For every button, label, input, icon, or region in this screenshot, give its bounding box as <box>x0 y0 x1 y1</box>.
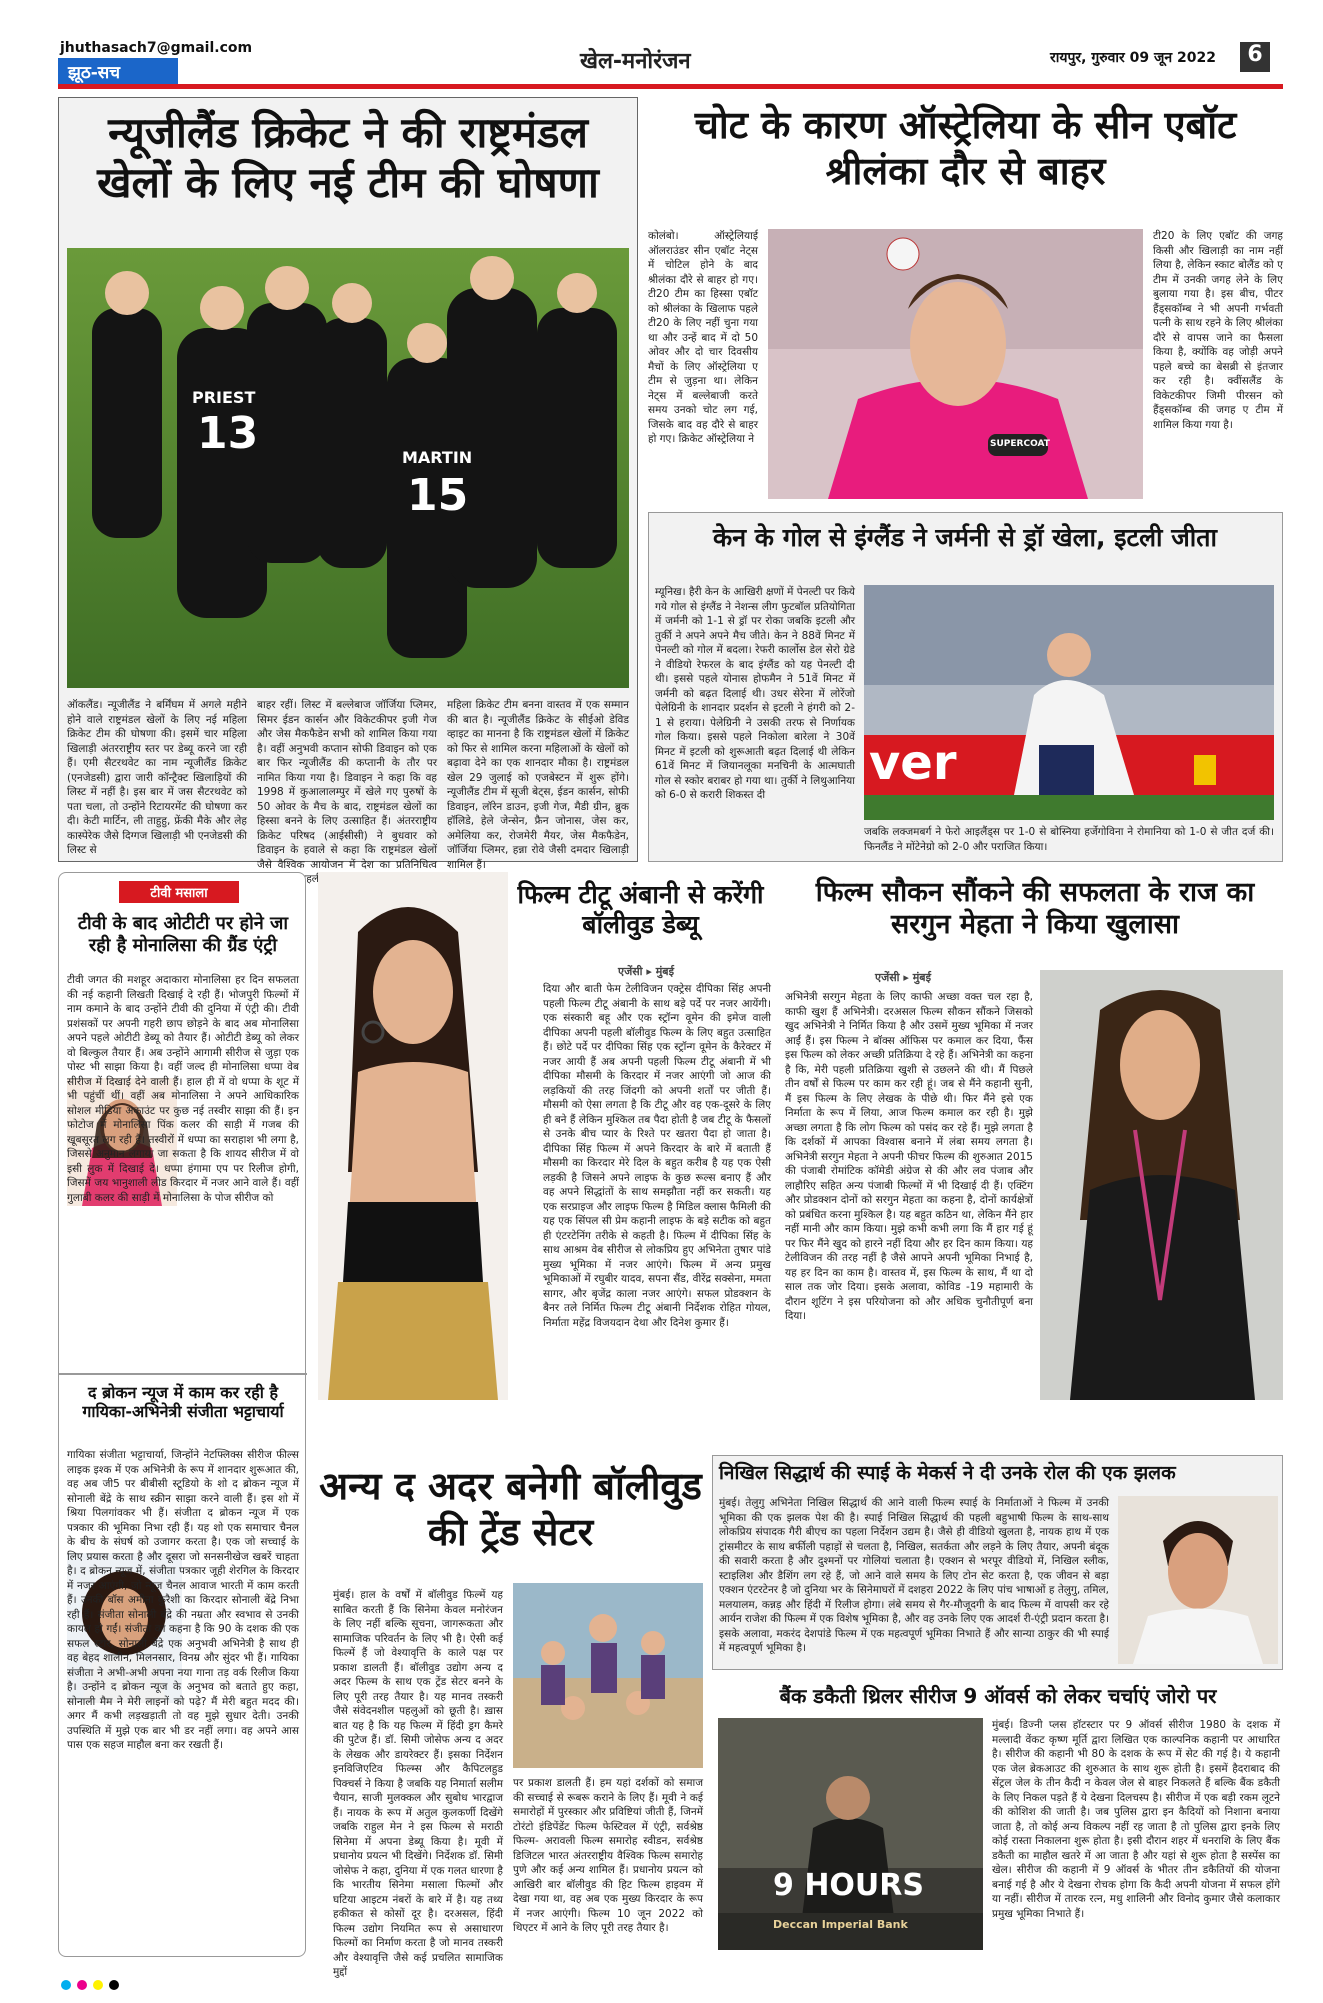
headline-abbott: चोट के कारण ऑस्ट्रेलिया के सीन एबॉट श्रीलंका दौर से बाहर <box>694 102 1237 193</box>
jersey-martin: MARTIN <box>402 448 473 467</box>
headline-sanjeeta: द ब्रोकन न्यूज में काम कर रही है गायिका-अभिनेत्री संजीता भट्टाचार्या <box>82 1383 284 1422</box>
kane-col-1: म्यूनिख। हैरी केन के आखिरी क्षणों में पेनल्टी पर किये गये गोल से इंग्लैंड ने नेशन्स लीग फुटबॉल प्रतियोगिता में जर्मनी को 1-1 से ड्रॉ पर रोका जबकि इटली और तुर्की ने अपने अपने मैच जीते। केन ने 88वें मिनट में पेनल्टी को गोल में बदला। रेफरी कार्लोस डेल सेरो ग्रेडे ने वीडियो रेफरल के बाद इंग्लैंड को यह पेनल्टी दी थी। इससे पहले योनास होफमैन ने 51वें मिनट में जर्मनी को बढ़त दिलाई थी। उधर सेरेना में लोरेंजो पेलेग्रिनी के शानदार प्रदर्शन से इटली ने हंगरी को 2-1 से हराया। पेलेग्रिनी ने उसकी तरफ से निर्णायक गोल किया। इससे पहले निकोला बारेला ने 30वें मिनट में इटली को शुरूआती बढ़त दिलाई थी लेकिन 61वें मिनट में जियानलूका मनचिनी के आत्मघाती गोल से स्कोर बराबर हो गया था। तुर्की ने लिथुआनिया को 6-0 से करारी शिकस्त दी <box>655 586 855 801</box>
story-abbott <box>648 97 1283 507</box>
jersey-15: 15 <box>407 470 469 521</box>
headline-monalisa: टीवी के बाद ओटीटी पर होने जा रही है मोनालिसा की ग्रैंड एंट्री <box>77 913 289 956</box>
abbott-col-2: टी20 के लिए एबॉट की जगह किसी और खिलाड़ी का नाम नहीं लिया है, लेकिन स्काट बोलैंड को ए टीम में उनकी जगह लेने के लिए बुलाया गया है। इस बीच, पीटर हैंड्सकॉम्ब ने भी अपनी गर्भवती पत्नी के साथ रहने के लिए श्रीलंका दौरे से वापस जाने का फैसला किया है, क्योंकि वह जोड़ी अपने पहले बच्चे का बेसब्री से इंतजार कर रही है। क्वींसलैंड के विकेटकीपर जिमी पीरसन को हैंड्सकॉम्ब की जगह ए टीम में शामिल किया गया है। <box>1153 230 1283 431</box>
trend-col-2: पर प्रकाश डालती हैं। हम यहां दर्शकों को समाज की सच्चाई से रूबरू कराने के लिए हैं। मूवी ने कई समारोहों में पुरस्कार और प्रविष्टियां जीती हैं, जिनमें टोरंटो इंडिपेंडेंट फिल्म फेस्टिवल में एंट्री, सर्वश्रेष्ठ फिल्म- अरावली फिल्म समारोह स्वीडन, सर्वश्रेष्ठ डिजिटल भारत अंतरराष्ट्रीय वैश्विक फिल्म समारोह पुणे और कई अन्य शामिल हैं। प्रधानोय प्रयत्न को आखिरी बार बॉलीवुड की हिट फिल्म हाइवम में देखा गया था, वह अब एक मुख्य किरदार के रूप में नजर आएंगी। फिल्म 10 जून 2022 को थिएटर में आने के लिए पूरी तरह तैयार है। <box>513 1777 703 1934</box>
page-number: 6 <box>1240 42 1270 72</box>
story-trend <box>318 1408 703 1978</box>
headline-9hours: बैंक डकैती थ्रिलर सीरीज 9 ऑवर्स को लेकर चर्चाएं जोरो पर <box>779 1684 1217 1708</box>
header-rule <box>58 84 1283 89</box>
section-title: खेल-मनोरंजन <box>580 49 691 74</box>
sargun-photo <box>1040 970 1283 1400</box>
headline-nikhil: निखिल सिद्धार्थ की स्पाई के मेकर्स ने दी उनके रोल की एक झलक <box>719 1462 1176 1484</box>
cyan-dot <box>61 1980 71 1990</box>
monalisa-body: टीवी जगत की मशहूर अदाकारा मोनालिसा हर दिन सफलता की नई कहानी लिखती दिखाई दे रही हैं। भोजपुरी फिल्मों में नाम कमाने के बाद उन्होंने टीवी की दुनिया में एंट्री की। टीवी प्रशंसकों पर अपनी गहरी छाप छोड़ने के बाद अब मोनालिसा अपने पहले ओटीटी डेब्यू को तैयार हैं। ओटीटी डेब्यू को लेकर वो बिल्कुल तैयार हैं। अब उन्होंने आगामी सीरीज से जुड़ा एक पोस्ट भी साझा किया है। वहीं जल्द ही मोनालिसा धप्पा वेब सीरीज में दिखाई देने वाली हैं। हाल ही में वो धप्पा के शूट में भी पहुंचीं थीं। वहीं अब मोनालिसा ने अपने आधिकारिक सोशल मीडिया अकाउंट पर कुछ नई तस्वीर साझा की हैं। इन फोटोज में मोनालिसा पिंक कलर की साड़ी में गजब की खूबसूरत लग रही हैं। तस्वीरों में धप्पा का सराहाश भी लगा है, जिससे अनुमान लगाया जा सकता है कि शायद सीरीज में वो इसी लुक में दिखाई दे। धप्पा हंगामा एप पर रिलीज होगी, जिसमें जय भानुशाली लीड किरदार में नजर आने वाले हैं। वहीं गुलाबी कलर की साड़ी में मोनालिसा के पोज सीरीज को <box>67 974 299 1204</box>
tv-divider <box>59 1373 307 1375</box>
sargun-body: अभिनेत्री सरगुन मेहता के लिए काफी अच्छा वक्त चल रहा है, काफी खुश हैं अभिनेत्री। दरअसल फिल्म सौकन सौंकने जिसको खुद अभिनेत्री ने निर्मित किया है और उसमें मुख्य भूमिका में नजर आईं हैं। इस फिल्म ने बॉक्स ऑफिस पर कमाल कर दिया, फैंस इस फिल्म को लेकर अच्छी प्रतिक्रिया दे रहे हैं। अभिनेत्री का कहना है कि, मेरी पहली प्रतिक्रिया खुशी से उछलने की थी। मैं पिछले तीन वर्षों से फिल्म पर काम कर रही हूं। जब से मैंने कहानी सुनी, मैं इस फिल्म के लिए लेखक के पीछे थी। फिर मैंने इसे एक निर्माता के रूप में लिया, आज फिल्म कमाल कर रही है। मुझे अच्छा लगता है कि लोग फिल्म को पसंद कर रहे हैं। मुझे लगता है कि दर्शकों में आपका विश्वास बनाने में लंबा समय लगता है। अभिनेत्री सरगुन मेहता ने अपनी फीचर फिल्म की शुरुआत 2015 की पंजाबी रोमांटिक कॉमेडी अंग्रेज से की और लव पंजाब और लाहौरिए सहित अन्य पंजाबी फिल्मों में भी दिखाई दी हैं। एक्टिंग और प्रोडक्शन दोनों को सरगुन मेहता का कहना है, दोनों कार्यक्षेत्रों को प्रबंधित करना मुश्किल है। यह बहुत कठिन था, लेकिन मैंने हार नहीं मानी और काम किया। मुझे कभी कभी लगा कि मैं हार गई हूं पर फिर मैंने खुद को हारने नहीं दिया और हर दिन काम किया। यह टेलीविजन की तरह नहीं है जैसे आपने अपनी भूमिका निभाई है, यह हर दिन का काम है। वास्तव में, इस फिल्म के साथ, मैं था दो साल तक जोर दिया। इसके अलावा, कोविड -19 महामारी के दौरान शूटिंग ने इस परियोजना को और अधिक चुनौतीपूर्ण बना दिया। <box>785 991 1033 1322</box>
deepika-photo <box>318 872 508 1400</box>
trend-photo <box>513 1583 703 1768</box>
abbott-col-1: कोलंबो। ऑस्ट्रेलियाई ऑलराउंडर सीन एबॉट नेट्स में चोटिल होने के बाद श्रीलंका दौरे से बाहर हो गए। टी20 टीम का हिस्सा एबॉट को श्रीलंका के खिलाफ पहले टी20 के लिए नहीं चुना गया था और उन्हें बाद में दो 50 ओवर और दो चार दिवसीय मैचों के लिए ऑस्ट्रेलिया ए टीम से जुड़ना था। लेकिन नेट्स में बल्लेबाजी करते समय उनको चोट लग गई, जिसके बाद वह दौरे से बाहर हो गए। क्रिकेट ऑस्ट्रेलिया ने <box>648 230 758 445</box>
story-deepika <box>318 872 773 1402</box>
abbott-photo-svg <box>768 229 1143 499</box>
headline-trend: अन्य द अदर बनेगी बॉलीवुड की ट्रेंड सेटर <box>319 1463 702 1554</box>
tv-masala-tag: टीवी मसाला <box>119 881 239 903</box>
jersey-priest: PRIEST <box>192 388 256 407</box>
deepika-body: दिया और बाती फेम टेलीविजन एक्ट्रेस दीपिका सिंह अपनी पहली फिल्म टीटू अंबानी के साथ बड़े पर्दे पर नजर आयेंगी। एक संस्कारी बहू और एक स्ट्रॉन्ग वूमेन की इमेज वाली दीपिका अपनी पहली बॉलीवुड फिल्म के लिए बहुत उत्साहित हैं। छोटे पर्दे पर दीपिका सिंह एक स्ट्रॉन्ग वूमेन के कैरेक्टर में नजर आयी हैं अब अपनी पहली फिल्म टीटू अंबानी में भी दीपिका मौसमी के किरदार में नजर आएंगी जो आज की लड़कियों की तरह जिंदगी को अपनी शर्तों पर जीती हैं। मौसमी को ऐसा लगता है कि टीटू और वह एक-दूसरे के लिए ही बने हैं लेकिन मुश्किल तब पैदा होती है जब टीटू के फैसलों से उनके बीच प्यार के रिश्ते पर खतरा पैदा हो जाता है। दीपिका सिंह फिल्म में अपने किरदार के बारे में बताती हैं मौसमी का किरदार मेरे दिल के बहुत करीब है यह एक ऐसी लड़की है जिसने अपने लाइफ के कुछ रूल्स बनाए हैं और वह अपने सिद्धांतों के साथ समझौता नहीं कर सकती। यह एक सरप्राइज और लाइफ फिल्म है मिडिल क्लास फैमिली की यह एक सिंपल सी प्रेम कहानी लाइफ के बड़े सटीक को बहुत ही एंटरटेनिंग तरीके से कहती है। फिल्म में दीपिका सिंह के साथ आश्रम वेब सीरीज से लोकप्रिय हुए अभिनेता तुषार पांडे मुख्य भूमिका में नजर आएंगे। फिल्म में अन्य प्रमुख भूमिकाओं में रघुबीर यादव, सपना सैंड, वीरेंद्र सक्सेना, ममता सागर, और बृजेंद्र काला नजर आएंगे। सफल प्रोडक्शन के बैनर तले निर्मित फिल्म टीटू अंबानी निर्देशक रोहित गोयल, निर्माता महेंद्र विजयदान देथा और दिनेश कुमार हैं। <box>543 983 771 1329</box>
9hours-poster-svg <box>718 1718 983 1950</box>
nz-col-3: महिला क्रिकेट टीम बनना वास्तव में एक सम्मान की बात है। न्यूजीलैंड क्रिकेट के सीईओ डेविड व्हाइट का मानना है कि राष्ट्रमंडल खेलों में क्रिकेट को फिर से शामिल करना महिलाओं के खेलों को बढ़ावा देने का एक शानदार मौका है। राष्ट्रमंडल खेल 29 जुलाई को एजबेस्टन में शुरू होंगे। न्यूजीलैंड टीम में सूजी बेट्स, ईडन कार्सन, सोफी डिवाइन, लॉरेन डाउन, इजी गेज, मैडी ग्रीन, ब्रुक हॉलिडे, हेले जेन्सेन, फ्रैन जोनास, जेस कर, अमेलिया कर, रोजमेरी मैयर, जेस मैकफैडेन, जॉर्जिया प्लिमर, हन्ना रोवे जैसी दमदार खिलाड़ी शामिल हैं। <box>447 699 629 871</box>
magenta-dot <box>77 1980 87 1990</box>
nz-col-1: ऑकलैंड। न्यूजीलैंड ने बर्मिंघम में अगले महीने होने वाले राष्ट्रमंडल खेलों के लिए नई महिला क्रिकेट टीम की घोषणा की। इसमें चार महिला खिलाड़ी अंतरराष्ट्रीय स्तर पर डेब्यू करने जा रही हैं। एमी सैटरथवेट का नाम न्यूजीलैंड क्रिकेट (एनजेडसी) द्वारा जारी कॉन्ट्रैक्ट खिलाड़ियों की लिस्ट में नहीं है। इस बार में जस सैटरथवेट को पता चला, तो उन्होंने रिटायरमेंट की घोषणा कर दी। केटी मार्टिन, ली ताहुहु, फ्रेंकी मैके और लेह कास्पेरेक जैसे दिग्गज खिलाड़ी भी एनजेडसी की लिस्ट से <box>67 699 247 856</box>
nz-photo-svg <box>67 248 629 688</box>
footer-registration-marks <box>58 1975 1283 1989</box>
headline-deepika: फिल्म टीटू अंबानी से करेंगी बॉलीवुड डेब्यू <box>517 880 764 939</box>
9hours-title: 9 HOURS <box>773 1868 924 1903</box>
nz-team-photo <box>67 248 629 688</box>
story-sargun <box>785 872 1283 1402</box>
kane-photo <box>864 585 1274 820</box>
story-nz-cricket <box>58 97 638 885</box>
nikhil-body: मुंबई। तेलुगु अभिनेता निखिल सिद्धार्थ की आने वाली फिल्म स्पाई के निर्माताओं ने फिल्म में उनकी भूमिका की एक झलक पेश की है। स्पाई निखिल सिद्धार्थ की पहली बहुभाषी फिल्म के साथ-साथ लोकप्रिय संपादक गैरी बीएच का पहला निर्देशन उद्यम है। जैसे ही वीडियो खुलता है, नायक हाथ में एक ट्रांसमीटर के साथ बर्फीली पहाड़ों से चलता है, निखिल, सतर्कता और लड़ने के लिए तैयार, अपनी बंदूक की सवारी करता है और दुश्मनों पर गोलियां चलाता है। एक्शन से भरपूर वीडियो में, निखिल स्लीक, स्टाइलिश और डैशिंग लग रहे हैं, जो आने वाले समय के लिए टोन सेट करता है, एक जीवन से बड़ा एक्शन एंटरटेनर है जो दुनिया भर के सिनेमाघरों में दशहरा 2022 के लिए पांच भाषाओं ह तेलुगु, तमिल, मलयालम, कन्नड़ और हिंदी में रिलीज होगा। लंबे समय से गैर-मौजूदगी के बाद फिल्म में वापसी कर रहे आर्यन राजेश की फिल्म में एक विशेष भूमिका है, और वह उनके लिए एक आदर्श री-एंट्री प्रदान करता है। इसके अलावा, मकरंद देशपांडे फिल्म में एक महत्वपूर्ण भूमिका निभाते हैं और सान्या ठाकुर की भी स्पाई में महत्वपूर्ण भूमिका है। <box>719 1497 1109 1654</box>
masthead: झूठ-सच <box>58 58 178 86</box>
story-9hours <box>712 1680 1283 1958</box>
black-dot <box>109 1980 119 1990</box>
9hours-poster <box>718 1718 983 1950</box>
jersey-13: 13 <box>197 408 259 459</box>
tv-masala-box <box>58 872 306 1957</box>
sanjeeta-body: गायिका संजीता भट्टाचार्या, जिन्होंने नेटफ्लिक्स सीरीज फील्स लाइक इश्क में एक अभिनेत्री के रूप में शानदार शुरूआत की, वह अब जी5 पर बीबीसी स्टूडियो के शो द ब्रोकन न्यूज में सोनाली बेंद्रे के साथ स्क्रीन साझा करने वाली हैं। इस शो में श्रिया पिलगांवकर भी हैं। संजीता द ब्रोकन न्यूज में एक पत्रकार की भूमिका निभा रही हैं। यह शो एक समाचार चैनल के बीच के संघर्ष को उजागर करता है। एक जो सच्चाई के लिए प्रयास करता है और दूसरा जो सनसनीखेज खबरें चाहता है। द ब्रोकन न्यूज में, संजीता पत्रकार जूही शेरगिल के किरदार में नजर आएंगी, जो न्यूज़ चैनल आवाज भारती में काम करती हैं। उनकी बॉस अमीना कुरैशी का किरदार सोनाली बेंद्रे निभा रही हैं। संजीता सोनाली बेंद्रे की नम्रता और स्वभाव से उनकी कायल हो गईं। संजीता का कहना है कि 90 के दशक की एक सफल स्टार, सोनाली बेंद्रे एक अनुभवी अभिनेत्री है साथ ही वह बेहद शालीन, मिलनसार, विनम्र और सुंदर भी हैं। गायिका संजीता ने अभी-अभी अपना नया गाना तड़ वर्क रिलीज किया है। उन्होंने द ब्रोकन न्यूज के अनुभव को बताते हुए कहा, सोनाली मैम ने मेरी लाइनों को पढ़े? मैं मेरी बहुत मदद की। अगर मैं कभी लड़खड़ाती तो वह मुझे सुधार देती। उनकी उपस्थिति में मुझे एक बार भी डर नहीं लगा। वह अपने आस पास एक सहज माहौल बना कर रखती हैं। <box>67 1449 299 1751</box>
deepika-agency: एजेंसी ▸ मुंबई <box>618 965 674 978</box>
trend-col-1: मुंबई। हाल के वर्षों में बॉलीवुड फिल्में यह साबित करती हैं कि सिनेमा केवल मनोरंजन के लिए नहीं बल्कि सूचना, जागरूकता और सामाजिक परिवर्तन के लिए भी है। ऐसी कई फिल्में हैं जो वेश्यावृत्ति के काले पक्ष पर प्रकाश डालती हैं। बॉलीवुड उद्योग अन्य द अदर फिल्म के साथ एक ट्रेंड सेटर बनने के लिए पूरी तरह तैयार है। यह मानव तस्करी जैसे संवेदनशील पहलुओं को छूती है। ख़ास बात यह है कि यह फिल्म में हिंदी ड्रग कैमरे की पुटेज हैं। डॉ. सिमी जोसेफ अन्य द अदर के लेखक और डायरेक्टर हैं। इसका निर्देशन इनविजिएटिव फिल्म्स और कैपिटलहुड पिक्चर्स ने किया है जबकि यह निमार्ता सलीम चैयान, साजी मुलक्कल और सुबोध भारद्वाज हैं। नायक के रूप में अतुल कुलकर्णी दिखेंगे जबकि राहुल मेन ने इस फिल्म से मराठी सिनेमा में अपना डेब्यू किया है। मूवी में प्रधानोय प्रयत्न भी दिखेंगे। निर्देशक डॉ. सिमी जोसेफ ने कहा, दुनिया में एक गलत धारणा है कि भारतीय सिनेमा मसाला फिल्मों और घटिया आइटम नंबरों के बारे में है। यह तथ्य हकीकत से कोसों दूर है। दरअसल, हिंदी फिल्म उद्योग नियमित रूप से असाधारण फिल्मों का निर्माण करता है जो मानव तस्करी और वेश्यावृत्ति जैसे कई प्रचलित सामाजिक मुद्दों <box>333 1589 503 1978</box>
trend-photo-svg <box>513 1583 703 1768</box>
headline-kane: केन के गोल से इंग्लैंड ने जर्मनी से ड्रॉ खेला, इटली जीता <box>713 523 1217 552</box>
9hours-bank: Deccan Imperial Bank <box>773 1918 908 1931</box>
headline-nz: न्यूजीलैंड क्रिकेट ने की राष्ट्रमंडल खेलों के लिए नई टीम की घोषणा <box>97 108 599 208</box>
nz-col-2: बाहर रहीं। लिस्ट में बल्लेबाज जॉर्जिया प्लिमर, सिमर ईडन कार्सन और विकेटकीपर इजी गेज और जेस मैकफैडेन सभी को शामिल किया गया है। वहीं अनुभवी कप्तान सोफी डिवाइन को एक बार फिर न्यूजीलैंड की कप्तानी के तौर पर नामित किया गया है। डिवाइन ने कहा कि वह 1998 में कुआलालम्पुर में खेले गए पुरुषों के 50 ओवर के मैच के बाद, राष्ट्रमंडल खेलों का हिस्सा बनने के लिए उत्साहित हैं। अंतरराष्ट्रीय क्रिकेट परिषद (आईसीसी) ने बुधवार को डिवाइन के हवाले से कहा कि राष्ट्रमंडल खेलों जैसे वैश्विक आयोजन में देश का प्रतिनिधित्व पहली <box>257 699 437 885</box>
kane-billboard: ver <box>869 735 957 791</box>
nikhil-photo-svg <box>1118 1496 1278 1664</box>
sargun-photo-svg <box>1040 970 1283 1400</box>
yellow-dot <box>93 1980 103 1990</box>
headline-sargun: फिल्म सौकन सौंकने की सफलता के राज का सरगुन मेहता ने किया खुलासा <box>815 877 1255 941</box>
header-email: jhuthasach7@gmail.com <box>60 40 253 56</box>
deepika-photo-svg <box>318 872 508 1400</box>
story-nikhil <box>712 1455 1283 1670</box>
9hours-body: मुंबई। डिज्नी प्लस हॉटस्टार पर 9 ऑवर्स सीरीज 1980 के दशक में मल्लादी वेंकट कृष्ण मूर्ति द्वारा लिखित एक काल्पनिक कहानी पर आधारित है। सीरीज की कहानी भी 80 के दशक के रूप में सेट की गई है। ये कहानी एक जेल ब्रेकआउट की शुरुआत के साथ शुरू होती है। इसमें हैदराबाद की सेंट्रल जेल के तीन कैदी न केवल जेल से बाहर निकलते हैं बल्कि बैंक डकैती के लिए निकल पड़ते हैं ये देखना दिलचस्प है। सीरीज में एक बड़ी रकम लूटने की कोशिश की जाती है। जब पुलिस द्वारा इन कैदियों को निशाना बनाया जाता है, तो कोई अन्य विकल्प नहीं रह जाता है तो पुलिस द्वारा इनके लिए कोई रास्ता निकालना शुरू होता है। इसी दौरान शहर में धनराशि के लिए बैंक डकैती का माहौल खतरे में आ जाता है और यहां से शुरू होता है सस्पेंस का खेल। सीरीज की कहानी में 9 ऑवर्स के भीतर तीन डकैतियों की योजना बनाई गई है और ये देखना रोचक होगा कि कैदी अपनी योजना में सफल होंगे या नहीं। सीरीज में तारक रत्न, मधु शालिनी और विनोद कुमार जैसे कलाकार प्रमुख भूमिका निभाते हैं। <box>992 1719 1280 1920</box>
story-kane <box>648 512 1283 862</box>
abbott-photo <box>768 229 1143 499</box>
sargun-agency: एजेंसी ▸ मुंबई <box>875 971 931 984</box>
dateline: रायपुर, गुरुवार 09 जून 2022 <box>1050 50 1216 66</box>
nikhil-photo <box>1118 1496 1278 1664</box>
abbott-shirt-sponsor: SUPERCOAT <box>990 439 1050 449</box>
kane-col-2: जबकि लक्जमबर्ग ने फेरो आइलैंड्स पर 1-0 से बोस्निया हर्जेगोविना ने रोमानिया को 1-0 से जीत दर्ज की। फिनलैंड ने मोंटेनेग्रो को 2-0 और पराजित किया। <box>864 826 1274 853</box>
